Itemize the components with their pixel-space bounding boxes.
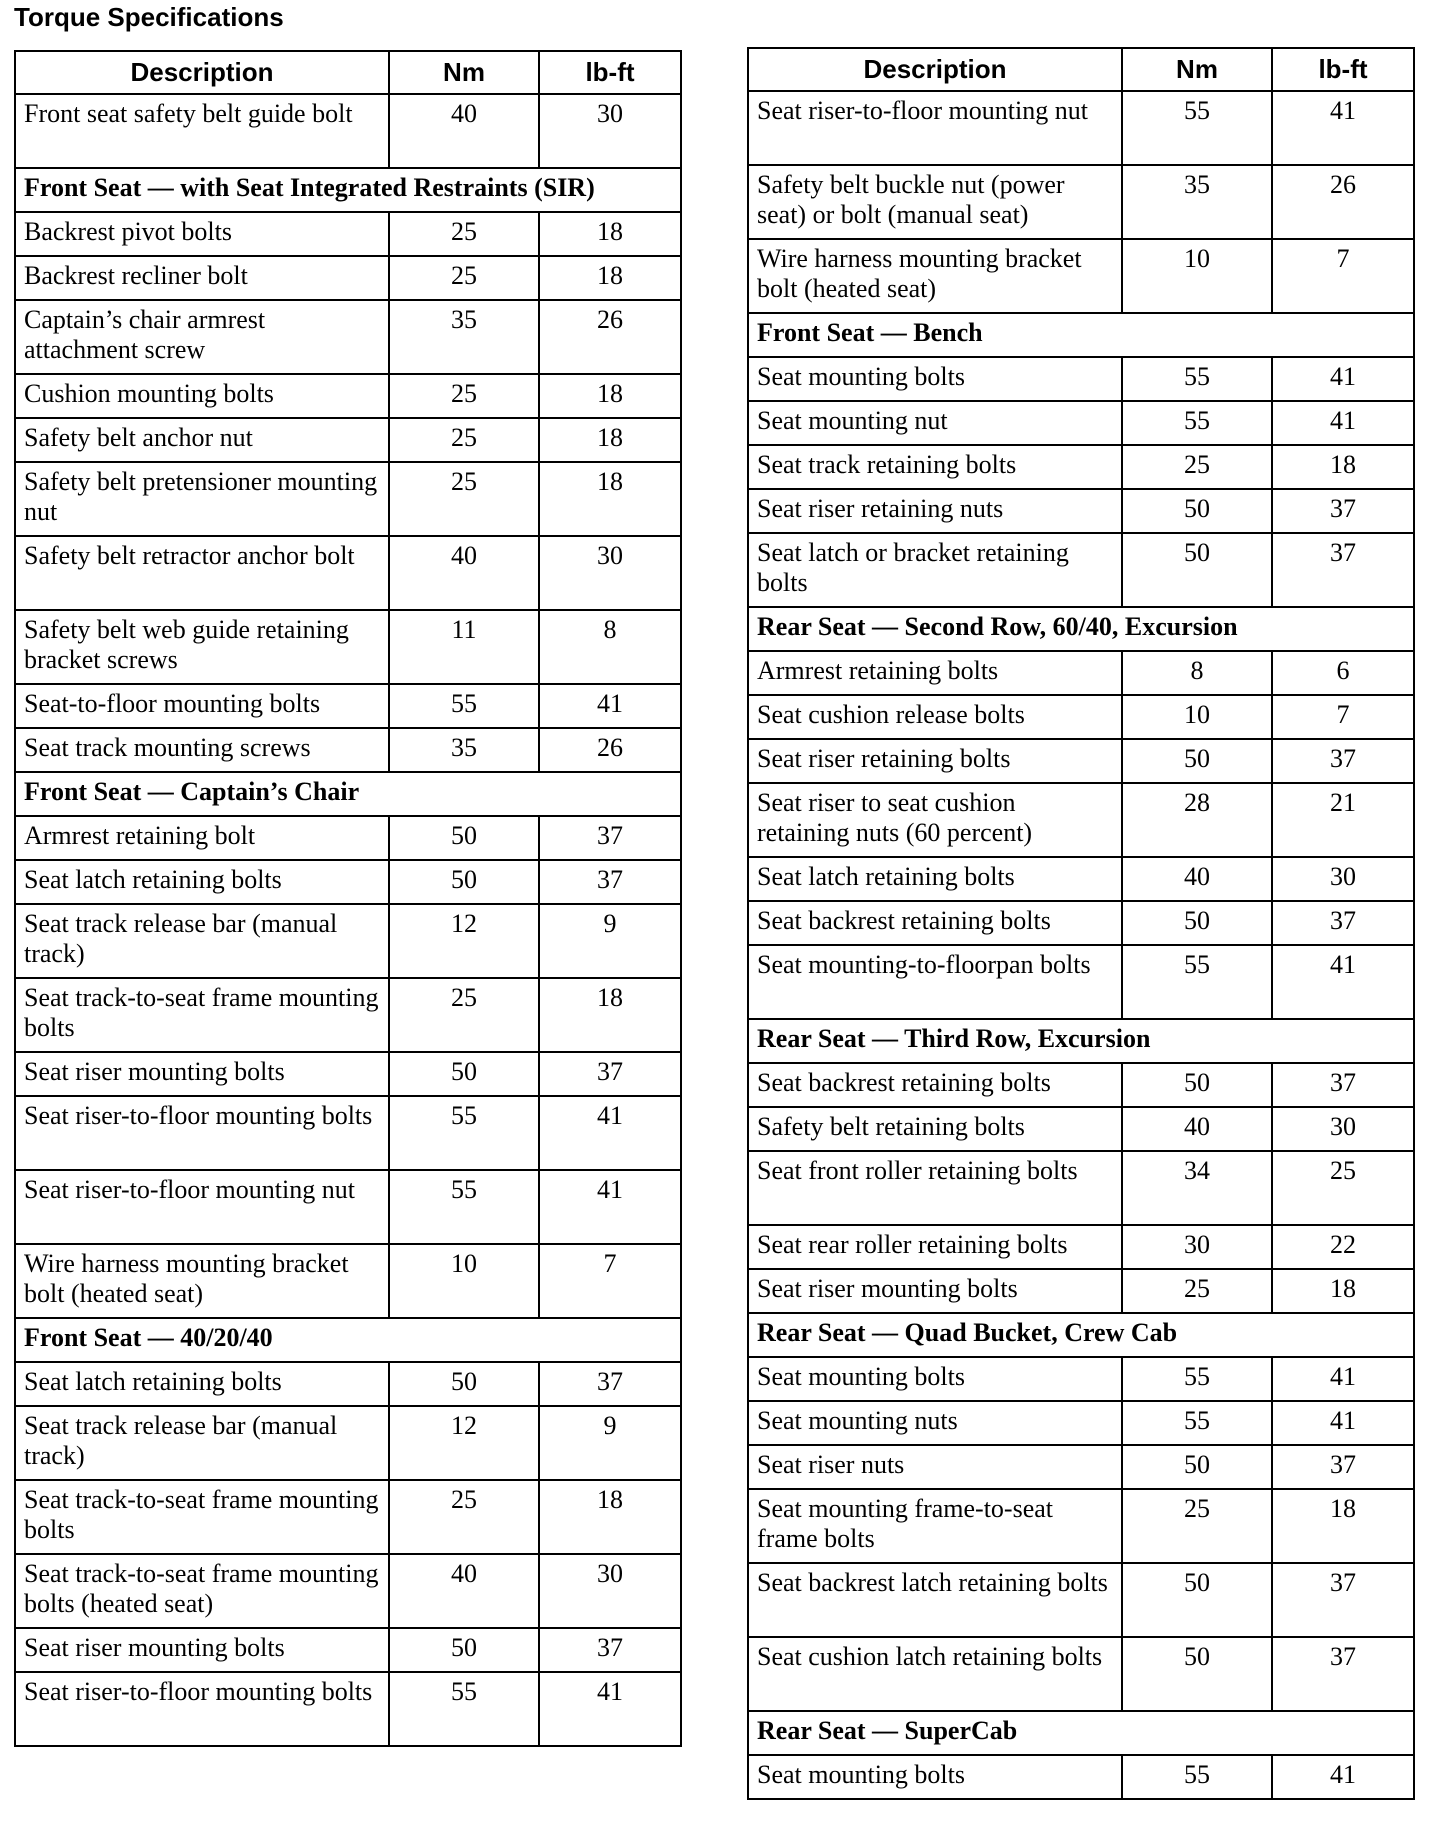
lbft-value-cell: 37: [1272, 489, 1414, 533]
description-cell: Seat mounting frame-to-seat frame bolts: [748, 1489, 1122, 1563]
table-row: [748, 1151, 1414, 1225]
lbft-value-cell: 9: [539, 904, 681, 978]
description-cell: Seat track release bar (manual track): [15, 904, 389, 978]
nm-value-cell: 25: [389, 256, 539, 300]
section-header-row: [15, 772, 681, 816]
nm-value-cell: 25: [1122, 1269, 1272, 1313]
nm-value-cell: 50: [1122, 739, 1272, 783]
lbft-value-cell: 18: [1272, 1489, 1414, 1563]
column-header-description: Description: [15, 51, 389, 94]
column-header-nm: Nm: [389, 51, 539, 94]
section-title: Rear Seat — Second Row, 60/40, Excursion: [748, 607, 1414, 651]
description-cell: Safety belt retaining bolts: [748, 1107, 1122, 1151]
table-row: [15, 1362, 681, 1406]
table-row: [15, 816, 681, 860]
table-row: [15, 1244, 681, 1318]
lbft-value-cell: 37: [1272, 1445, 1414, 1489]
table-row: [748, 651, 1414, 695]
table-row: [748, 695, 1414, 739]
description-cell: Seat riser nuts: [748, 1445, 1122, 1489]
description-cell: Seat mounting bolts: [748, 357, 1122, 401]
description-cell: Seat mounting bolts: [748, 1357, 1122, 1401]
nm-value-cell: 35: [389, 300, 539, 374]
nm-value-cell: 40: [389, 536, 539, 610]
table-row: [15, 1554, 681, 1628]
nm-value-cell: 11: [389, 610, 539, 684]
lbft-value-cell: 37: [1272, 739, 1414, 783]
description-cell: Seat latch retaining bolts: [748, 857, 1122, 901]
description-cell: Backrest recliner bolt: [15, 256, 389, 300]
nm-value-cell: 12: [389, 1406, 539, 1480]
section-title: Rear Seat — SuperCab: [748, 1711, 1414, 1755]
description-cell: Seat riser mounting bolts: [748, 1269, 1122, 1313]
description-cell: Seat cushion latch retaining bolts: [748, 1637, 1122, 1711]
description-cell: Seat backrest latch retaining bolts: [748, 1563, 1122, 1637]
table-row: [748, 1563, 1414, 1637]
description-cell: Cushion mounting bolts: [15, 374, 389, 418]
nm-value-cell: 50: [1122, 1445, 1272, 1489]
table-row: [748, 945, 1414, 1019]
lbft-value-cell: 21: [1272, 783, 1414, 857]
lbft-value-cell: 18: [539, 1480, 681, 1554]
description-cell: Seat riser retaining bolts: [748, 739, 1122, 783]
section-title: Rear Seat — Quad Bucket, Crew Cab: [748, 1313, 1414, 1357]
nm-value-cell: 50: [1122, 1063, 1272, 1107]
table-row: [748, 857, 1414, 901]
lbft-value-cell: 37: [1272, 901, 1414, 945]
lbft-value-cell: 41: [1272, 401, 1414, 445]
lbft-value-cell: 37: [1272, 533, 1414, 607]
description-cell: Seat mounting bolts: [748, 1755, 1122, 1799]
lbft-value-cell: 7: [539, 1244, 681, 1318]
lbft-value-cell: 22: [1272, 1225, 1414, 1269]
lbft-value-cell: 18: [539, 978, 681, 1052]
lbft-value-cell: 41: [539, 1672, 681, 1746]
nm-value-cell: 10: [1122, 239, 1272, 313]
header-row: [15, 51, 681, 94]
description-cell: Backrest pivot bolts: [15, 212, 389, 256]
nm-value-cell: 25: [389, 418, 539, 462]
section-title: Front Seat — 40/20/40: [15, 1318, 681, 1362]
description-cell: Armrest retaining bolt: [15, 816, 389, 860]
description-cell: Seat riser-to-floor mounting nut: [748, 91, 1122, 165]
nm-value-cell: 25: [389, 462, 539, 536]
table-row: [15, 610, 681, 684]
nm-value-cell: 50: [389, 1362, 539, 1406]
lbft-value-cell: 30: [1272, 1107, 1414, 1151]
torque-table-right: [747, 47, 1415, 1800]
description-cell: Seat riser retaining nuts: [748, 489, 1122, 533]
section-header-row: [748, 1019, 1414, 1063]
description-cell: Wire harness mounting bracket bolt (heated seat): [748, 239, 1122, 313]
description-cell: Seat mounting-to-floorpan bolts: [748, 945, 1122, 1019]
lbft-value-cell: 30: [1272, 857, 1414, 901]
table-row: [15, 94, 681, 168]
lbft-value-cell: 37: [539, 1628, 681, 1672]
description-cell: Safety belt web guide retaining bracket screws: [15, 610, 389, 684]
table-row: [15, 860, 681, 904]
section-header-row: [748, 607, 1414, 651]
table-row: [748, 91, 1414, 165]
lbft-value-cell: 41: [1272, 945, 1414, 1019]
nm-value-cell: 40: [389, 1554, 539, 1628]
table-row: [15, 212, 681, 256]
table-row: [748, 533, 1414, 607]
nm-value-cell: 25: [1122, 445, 1272, 489]
lbft-value-cell: 18: [539, 418, 681, 462]
nm-value-cell: 55: [1122, 1755, 1272, 1799]
table-row: [15, 1052, 681, 1096]
lbft-value-cell: 18: [539, 462, 681, 536]
lbft-value-cell: 25: [1272, 1151, 1414, 1225]
nm-value-cell: 50: [389, 816, 539, 860]
nm-value-cell: 25: [389, 978, 539, 1052]
nm-value-cell: 25: [389, 374, 539, 418]
description-cell: Seat track release bar (manual track): [15, 1406, 389, 1480]
table-row: [15, 1480, 681, 1554]
nm-value-cell: 12: [389, 904, 539, 978]
section-title: Front Seat — Bench: [748, 313, 1414, 357]
section-title: Front Seat — with Seat Integrated Restraints (SIR): [15, 168, 681, 212]
nm-value-cell: 35: [389, 728, 539, 772]
nm-value-cell: 55: [389, 1170, 539, 1244]
nm-value-cell: 55: [389, 684, 539, 728]
table-row: [748, 445, 1414, 489]
page-title: Torque Specifications: [14, 2, 284, 32]
description-cell: Safety belt buckle nut (power seat) or bolt (manual seat): [748, 165, 1122, 239]
lbft-value-cell: 41: [1272, 91, 1414, 165]
section-title: Rear Seat — Third Row, Excursion: [748, 1019, 1414, 1063]
column-header-nm: Nm: [1122, 48, 1272, 91]
lbft-value-cell: 7: [1272, 239, 1414, 313]
description-cell: Seat riser mounting bolts: [15, 1052, 389, 1096]
table-row: [15, 374, 681, 418]
description-cell: Seat riser-to-floor mounting bolts: [15, 1672, 389, 1746]
description-cell: Captain’s chair armrest attachment screw: [15, 300, 389, 374]
description-cell: Seat latch or bracket retaining bolts: [748, 533, 1122, 607]
column-header-lbft: lb-ft: [539, 51, 681, 94]
lbft-value-cell: 37: [539, 1362, 681, 1406]
lbft-value-cell: 18: [539, 212, 681, 256]
description-cell: Front seat safety belt guide bolt: [15, 94, 389, 168]
table-row: [748, 1357, 1414, 1401]
table-row: [748, 1637, 1414, 1711]
header-row: [748, 48, 1414, 91]
table-row: [748, 1445, 1414, 1489]
lbft-value-cell: 37: [539, 1052, 681, 1096]
lbft-value-cell: 7: [1272, 695, 1414, 739]
nm-value-cell: 50: [1122, 1563, 1272, 1637]
description-cell: Seat cushion release bolts: [748, 695, 1122, 739]
nm-value-cell: 50: [1122, 489, 1272, 533]
description-cell: Seat backrest retaining bolts: [748, 1063, 1122, 1107]
nm-value-cell: 25: [389, 212, 539, 256]
description-cell: Seat mounting nut: [748, 401, 1122, 445]
table-row: [15, 1406, 681, 1480]
table-row: [748, 239, 1414, 313]
nm-value-cell: 50: [389, 1052, 539, 1096]
column-header-description: Description: [748, 48, 1122, 91]
lbft-value-cell: 26: [539, 300, 681, 374]
table-row: [748, 1755, 1414, 1799]
lbft-value-cell: 30: [539, 1554, 681, 1628]
lbft-value-cell: 30: [539, 536, 681, 610]
nm-value-cell: 25: [1122, 1489, 1272, 1563]
table-row: [15, 684, 681, 728]
table-row: [15, 904, 681, 978]
lbft-value-cell: 41: [539, 684, 681, 728]
lbft-value-cell: 37: [539, 860, 681, 904]
lbft-value-cell: 41: [1272, 357, 1414, 401]
nm-value-cell: 35: [1122, 165, 1272, 239]
description-cell: Seat latch retaining bolts: [15, 860, 389, 904]
lbft-value-cell: 41: [1272, 1357, 1414, 1401]
lbft-value-cell: 37: [539, 816, 681, 860]
table-row: [748, 1063, 1414, 1107]
nm-value-cell: 10: [1122, 695, 1272, 739]
nm-value-cell: 55: [389, 1672, 539, 1746]
lbft-value-cell: 9: [539, 1406, 681, 1480]
lbft-value-cell: 37: [1272, 1637, 1414, 1711]
nm-value-cell: 55: [1122, 1357, 1272, 1401]
nm-value-cell: 50: [389, 860, 539, 904]
nm-value-cell: 10: [389, 1244, 539, 1318]
description-cell: Seat track retaining bolts: [748, 445, 1122, 489]
nm-value-cell: 55: [1122, 357, 1272, 401]
lbft-value-cell: 37: [1272, 1563, 1414, 1637]
lbft-value-cell: 26: [539, 728, 681, 772]
description-cell: Safety belt pretensioner mounting nut: [15, 462, 389, 536]
description-cell: Seat rear roller retaining bolts: [748, 1225, 1122, 1269]
section-header-row: [748, 1313, 1414, 1357]
table-row: [15, 1170, 681, 1244]
description-cell: Seat riser-to-floor mounting nut: [15, 1170, 389, 1244]
lbft-value-cell: 41: [1272, 1401, 1414, 1445]
nm-value-cell: 50: [1122, 1637, 1272, 1711]
lbft-value-cell: 41: [539, 1170, 681, 1244]
table-row: [748, 783, 1414, 857]
description-cell: Seat backrest retaining bolts: [748, 901, 1122, 945]
table-row: [748, 901, 1414, 945]
nm-value-cell: 50: [1122, 533, 1272, 607]
lbft-value-cell: 18: [1272, 445, 1414, 489]
table-row: [15, 462, 681, 536]
lbft-value-cell: 41: [539, 1096, 681, 1170]
table-row: [15, 536, 681, 610]
table-row: [748, 1107, 1414, 1151]
description-cell: Safety belt retractor anchor bolt: [15, 536, 389, 610]
description-cell: Seat riser to seat cushion retaining nuts (60 percent): [748, 783, 1122, 857]
nm-value-cell: 40: [389, 94, 539, 168]
table-row: [748, 1225, 1414, 1269]
nm-value-cell: 30: [1122, 1225, 1272, 1269]
lbft-value-cell: 37: [1272, 1063, 1414, 1107]
table-row: [15, 1672, 681, 1746]
description-cell: Wire harness mounting bracket bolt (heated seat): [15, 1244, 389, 1318]
lbft-value-cell: 30: [539, 94, 681, 168]
description-cell: Seat-to-floor mounting bolts: [15, 684, 389, 728]
table-row: [15, 1628, 681, 1672]
torque-table-left: [14, 50, 682, 1747]
table-row: [748, 1489, 1414, 1563]
table-row: [15, 418, 681, 462]
nm-value-cell: 55: [1122, 401, 1272, 445]
nm-value-cell: 34: [1122, 1151, 1272, 1225]
nm-value-cell: 25: [389, 1480, 539, 1554]
table-row: [15, 728, 681, 772]
description-cell: Seat track-to-seat frame mounting bolts: [15, 978, 389, 1052]
description-cell: Seat track-to-seat frame mounting bolts (heated seat): [15, 1554, 389, 1628]
nm-value-cell: 40: [1122, 857, 1272, 901]
lbft-value-cell: 41: [1272, 1755, 1414, 1799]
lbft-value-cell: 6: [1272, 651, 1414, 695]
table-row: [748, 489, 1414, 533]
description-cell: Seat riser-to-floor mounting bolts: [15, 1096, 389, 1170]
column-header-lbft: lb-ft: [1272, 48, 1414, 91]
description-cell: Seat mounting nuts: [748, 1401, 1122, 1445]
description-cell: Seat track-to-seat frame mounting bolts: [15, 1480, 389, 1554]
description-cell: Seat front roller retaining bolts: [748, 1151, 1122, 1225]
description-cell: Seat riser mounting bolts: [15, 1628, 389, 1672]
table-row: [748, 1269, 1414, 1313]
nm-value-cell: 28: [1122, 783, 1272, 857]
description-cell: Armrest retaining bolts: [748, 651, 1122, 695]
nm-value-cell: 40: [1122, 1107, 1272, 1151]
table-row: [15, 978, 681, 1052]
table-row: [748, 401, 1414, 445]
nm-value-cell: 55: [1122, 945, 1272, 1019]
section-header-row: [15, 1318, 681, 1362]
table-row: [15, 256, 681, 300]
nm-value-cell: 8: [1122, 651, 1272, 695]
lbft-value-cell: 18: [539, 256, 681, 300]
lbft-value-cell: 18: [1272, 1269, 1414, 1313]
lbft-value-cell: 8: [539, 610, 681, 684]
section-header-row: [15, 168, 681, 212]
table-row: [15, 300, 681, 374]
nm-value-cell: 55: [389, 1096, 539, 1170]
lbft-value-cell: 26: [1272, 165, 1414, 239]
nm-value-cell: 55: [1122, 1401, 1272, 1445]
section-title: Front Seat — Captain’s Chair: [15, 772, 681, 816]
nm-value-cell: 55: [1122, 91, 1272, 165]
table-row: [15, 1096, 681, 1170]
lbft-value-cell: 18: [539, 374, 681, 418]
table-row: [748, 739, 1414, 783]
description-cell: Safety belt anchor nut: [15, 418, 389, 462]
nm-value-cell: 50: [1122, 901, 1272, 945]
nm-value-cell: 50: [389, 1628, 539, 1672]
table-row: [748, 165, 1414, 239]
section-header-row: [748, 1711, 1414, 1755]
table-row: [748, 1401, 1414, 1445]
table-row: [748, 357, 1414, 401]
description-cell: Seat latch retaining bolts: [15, 1362, 389, 1406]
section-header-row: [748, 313, 1414, 357]
description-cell: Seat track mounting screws: [15, 728, 389, 772]
